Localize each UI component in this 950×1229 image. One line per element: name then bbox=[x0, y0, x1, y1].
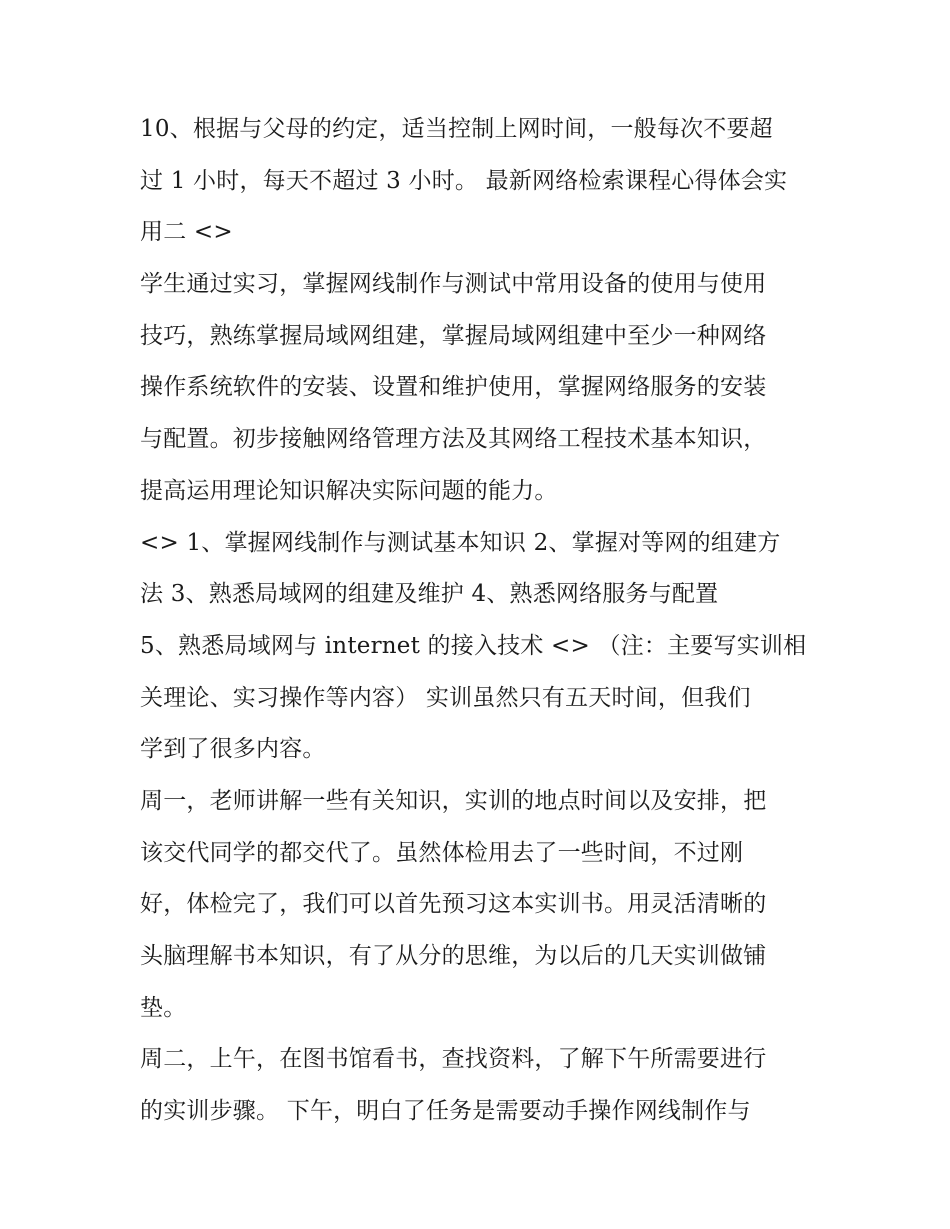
text-line: 10、根据与父母的约定，适当控制上网时间，一般每次不要超 bbox=[140, 116, 773, 142]
text-line: 用二 <> bbox=[140, 219, 233, 246]
text-line: 与配置。初步接触网络管理方法及其网络工程技术基本知识， bbox=[140, 426, 767, 453]
text-line: 法 3、熟悉局域网的组建及维护 4、熟悉网络服务与配置 bbox=[140, 581, 719, 608]
text-line: 周二，上午，在图书馆看书，查找资料，了解下午所需要进行 bbox=[140, 1046, 767, 1073]
text-line: 好，体检完了，我们可以首先预习这本实训书。用灵活清晰的 bbox=[140, 891, 767, 918]
text-line: 提高运用理论知识解决实际问题的能力。 bbox=[140, 477, 558, 504]
text-line: 学到了很多内容。 bbox=[140, 736, 326, 763]
text-line: 关理论、实习操作等内容） 实训虽然只有五天时间，但我们 bbox=[140, 684, 751, 711]
text-line: 学生通过实习，掌握网线制作与测试中常用设备的使用与使用 bbox=[140, 271, 767, 298]
text-line: 该交代同学的都交代了。虽然体检用去了一些时间，不过刚 bbox=[140, 839, 744, 866]
text-line: 的实训步骤。 下午，明白了任务是需要动手操作网线制作与 bbox=[140, 1098, 751, 1125]
text-line: <> 1、掌握网线制作与测试基本知识 2、掌握对等网的组建方 bbox=[140, 529, 781, 556]
text-line: 过 1 小时，每天不超过 3 小时。 最新网络检索课程心得体会实 bbox=[140, 167, 788, 194]
text-line: 技巧，熟练掌握局域网组建，掌握局域网组建中至少一种网络 bbox=[140, 322, 767, 349]
text-line: 周一，老师讲解一些有关知识，实训的地点时间以及安排，把 bbox=[140, 787, 767, 814]
text-line: 头脑理解书本知识，有了从分的思维，为以后的几天实训做铺 bbox=[140, 943, 767, 969]
text-line: 垫。 bbox=[140, 994, 187, 1021]
text-line: 操作系统软件的安装、设置和维护使用，掌握网络服务的安装 bbox=[140, 374, 767, 401]
document-body bbox=[140, 104, 820, 1138]
text-line: 5、熟悉局域网与 internet 的接入技术 <> （注：主要写实训相 bbox=[140, 632, 807, 659]
